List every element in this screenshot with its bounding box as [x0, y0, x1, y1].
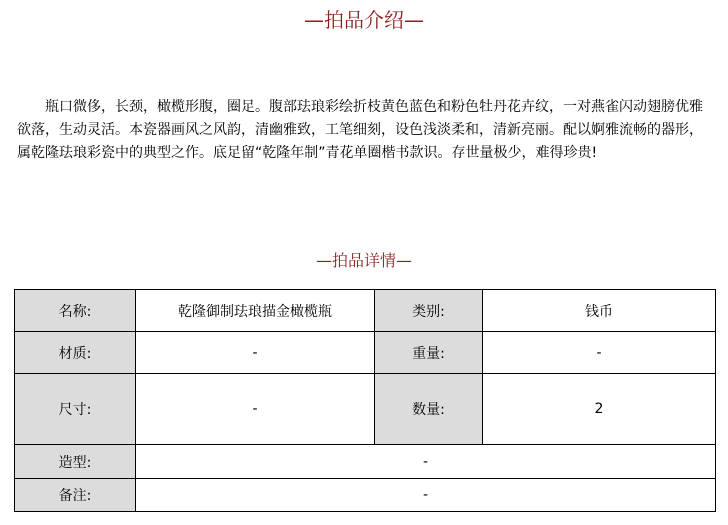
- remark-value: -: [136, 479, 716, 512]
- quantity-value: 2: [483, 374, 716, 445]
- shape-value: -: [136, 445, 716, 479]
- details-table: [14, 289, 716, 512]
- name-value: 乾隆御制珐琅描金橄榄瓶: [136, 290, 375, 332]
- name-label: 名称:: [15, 290, 136, 332]
- category-label: 类别:: [375, 290, 483, 332]
- size-value: -: [136, 374, 375, 445]
- intro-text: 瓶口微侈，长颈，橄榄形腹，圈足。腹部珐琅彩绘折枝黄色蓝色和粉色牡丹花卉纹，一对燕雀闪动翅膀优雅欲落，生动灵活。本瓷器画风之风韵，清幽雅致，工笔细刻，设色浅淡柔和，清新亮丽。配以婀雅流畅的器形，属乾隆珐琅彩瓷中的典型之作。底足留“乾隆年制”青花单圈楷书款识。存世量极少，难得珍贵!: [17, 99, 703, 161]
- material-value: -: [136, 332, 375, 374]
- weight-label: 重量:: [375, 332, 483, 374]
- detail-heading: —拍品详情—: [315, 251, 412, 270]
- table-row: [15, 479, 716, 512]
- category-value: 钱币: [483, 290, 716, 332]
- table-row: [15, 374, 716, 445]
- table-row: [15, 332, 716, 374]
- table-row: [15, 290, 716, 332]
- shape-label: 造型:: [15, 445, 136, 479]
- remark-label: 备注:: [15, 479, 136, 512]
- intro-heading: —拍品介绍—: [304, 8, 424, 32]
- quantity-label: 数量:: [375, 374, 483, 445]
- material-label: 材质:: [15, 332, 136, 374]
- table-row: [15, 445, 716, 479]
- weight-value: -: [483, 332, 716, 374]
- size-label: 尺寸:: [15, 374, 136, 445]
